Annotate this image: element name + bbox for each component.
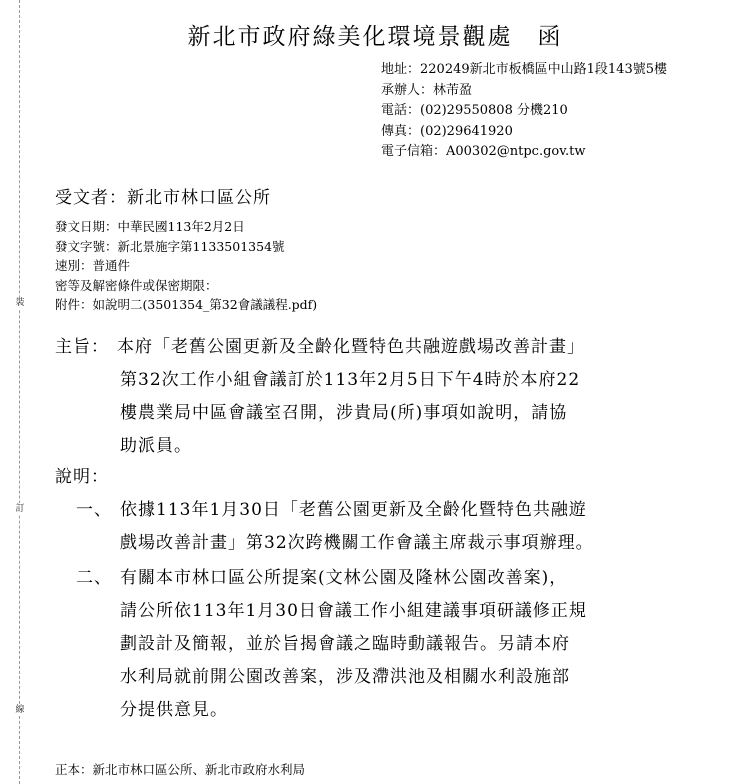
issue-date: 發文日期：中華民國113年2月2日	[55, 219, 245, 234]
sender-info	[381, 60, 667, 163]
delivery-speed: 速別：普通件	[55, 258, 131, 273]
subject-line: 樓農業局中區會議室召開，涉貴局(所)事項如說明，請協	[120, 403, 568, 423]
explanation-label: 說明：	[55, 467, 109, 487]
subject-label: 主旨：	[55, 337, 109, 357]
binding-mark-xian: 線	[15, 705, 25, 715]
sender-contact-person: 承辦人：林芾盈	[381, 82, 473, 98]
sender-fax: 傳真：(02)29641920	[381, 123, 513, 139]
item-line: 依據113年1月30日「老舊公園更新及全齡化暨特色共融遊	[120, 500, 587, 520]
sender-address: 地址：220249新北市板橋區中山路1段143號5樓	[381, 62, 667, 77]
sender-email: 電子信箱：A00302@ntpc.gov.tw	[381, 144, 586, 159]
sender-phone: 電話：(02)29550808 分機210	[381, 103, 568, 118]
recipient-line: 受文者：新北市林口區公所	[55, 188, 271, 208]
subject-line: 第32次工作小組會議訂於113年2月5日下午4時於本府22	[120, 370, 581, 390]
binding-margin-line	[19, 0, 20, 784]
confidentiality-level: 密等及解密條件或保密期限：	[55, 277, 218, 293]
binding-mark-zhuang: 裝	[15, 298, 25, 308]
document-number: 發文字號：新北景施字第1133501354號	[55, 238, 285, 254]
document-title: 新北市政府綠美化環境景觀處 函	[187, 24, 563, 50]
item-line: 戲場改善計畫」第32次跨機關工作會議主席裁示事項辦理。	[120, 533, 594, 553]
item-number: 二、	[76, 568, 112, 588]
subject-body	[117, 331, 680, 463]
binding-mark-ding: 訂	[15, 504, 25, 514]
item-line: 有關本市林口區公所提案(文林公園及隆林公園改善案)，	[120, 568, 568, 588]
item-line: 劃設計及簡報，並於旨揭會議之臨時動議報告。另請本府	[120, 634, 570, 654]
item-number: 一、	[76, 500, 112, 520]
subject-line: 本府「老舊公園更新及全齡化暨特色共融遊戲場改善計畫」	[117, 337, 585, 357]
item-line: 分提供意見。	[120, 700, 228, 720]
subject-line: 助派員。	[120, 436, 192, 456]
original-recipients: 正本：新北市林口區公所、新北市政府水利局	[55, 762, 306, 777]
item-line: 請公所依113年1月30日會議工作小組建議事項研議修正規	[120, 601, 587, 621]
item-line: 水利局就前開公園改善案，涉及滯洪池及相關水利設施部	[120, 667, 570, 687]
attachment-line: 附件：如說明二(3501354_第32會議議程.pdf)	[55, 297, 318, 312]
document-metadata	[55, 217, 317, 315]
